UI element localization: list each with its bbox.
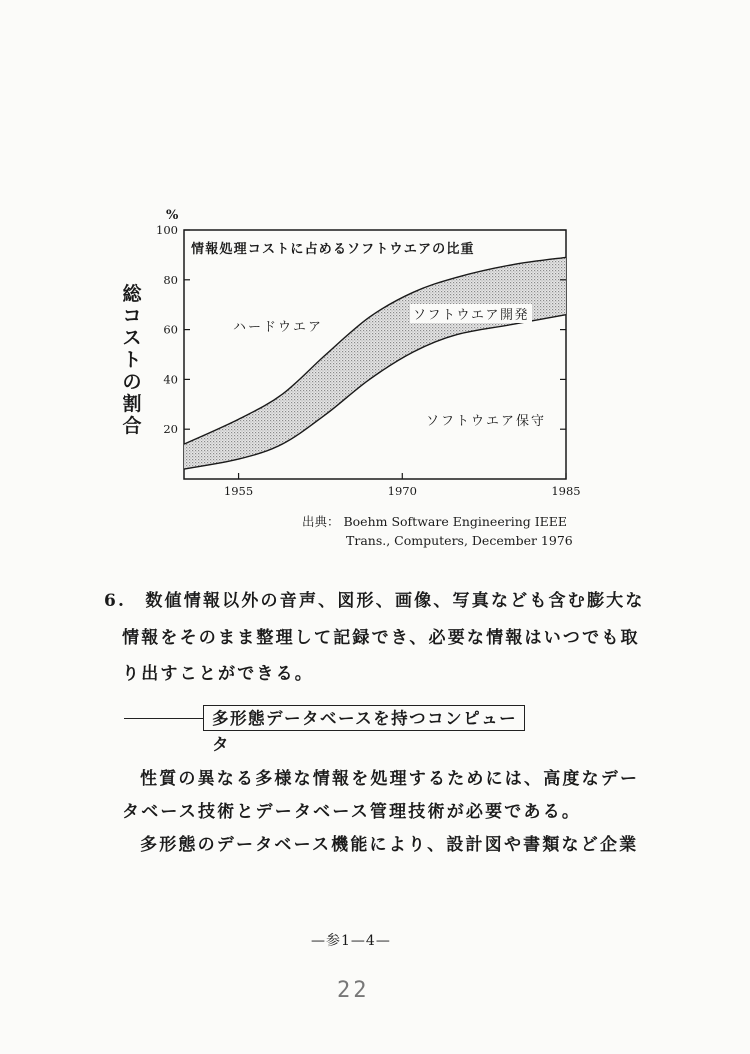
y-axis-title-char: 割 [122,393,142,415]
section-heading: 多形態データベースを持つコンピュータ [203,705,525,731]
x-tick-label: 1955 [223,484,254,498]
paragraph-1-line1: 性質の異なる多様な情報を処理するためには、高度なデー [140,769,640,789]
handwritten-page-number: 22 [337,978,370,1003]
x-tick-label: 1970 [387,484,417,498]
paragraph-1-line2: タベース技術とデータベース管理技術が必要である。 [122,802,582,822]
y-tick-label: 80 [163,272,178,287]
point-6-line2: 情報をそのまま整理して記録でき、必要な情報はいつでも取 [122,628,640,648]
source-citation-line2: Trans., Computers, December 1976 [346,533,573,548]
paragraph-2-line1: 多形態のデータベース機能により、設計図や書類など企業 [140,835,639,855]
y-axis-title-char: ト [122,349,142,371]
source-citation-line1: 出典： Boehm Software Engineering IEEE [302,514,568,529]
point-6-line1: 6. 数値情報以外の音声、図形、画像、写真なども含む膨大な [104,591,645,611]
chart-title: 情報処理コストに占めるソフトウエアの比重 [191,242,475,257]
y-axis-title-char: の [122,371,142,393]
region-label-hardware: ハードウエア [233,320,324,335]
y-axis-title-char: ス [122,327,142,349]
region-label-software-dev: ソフトウエア開発 [410,304,532,323]
y-axis-title-char: コ [122,305,142,327]
page-number: —参1—4— [311,933,391,949]
percent-symbol: % [166,208,179,223]
x-tick-label: 1985 [551,484,581,498]
y-tick-label: 100 [156,223,178,237]
point-6-line3: り出すことができる。 [122,664,314,684]
y-tick-label: 20 [163,422,178,437]
y-axis-title-char: 合 [122,415,142,437]
software-development-band [184,257,566,469]
region-label-software-maint: ソフトウエア保守 [426,414,547,429]
y-axis-title-char: 総 [122,283,142,305]
y-tick-label: 60 [163,322,178,337]
y-axis-title [120,283,144,437]
y-tick-label: 40 [163,372,178,387]
heading-rule [124,718,203,719]
